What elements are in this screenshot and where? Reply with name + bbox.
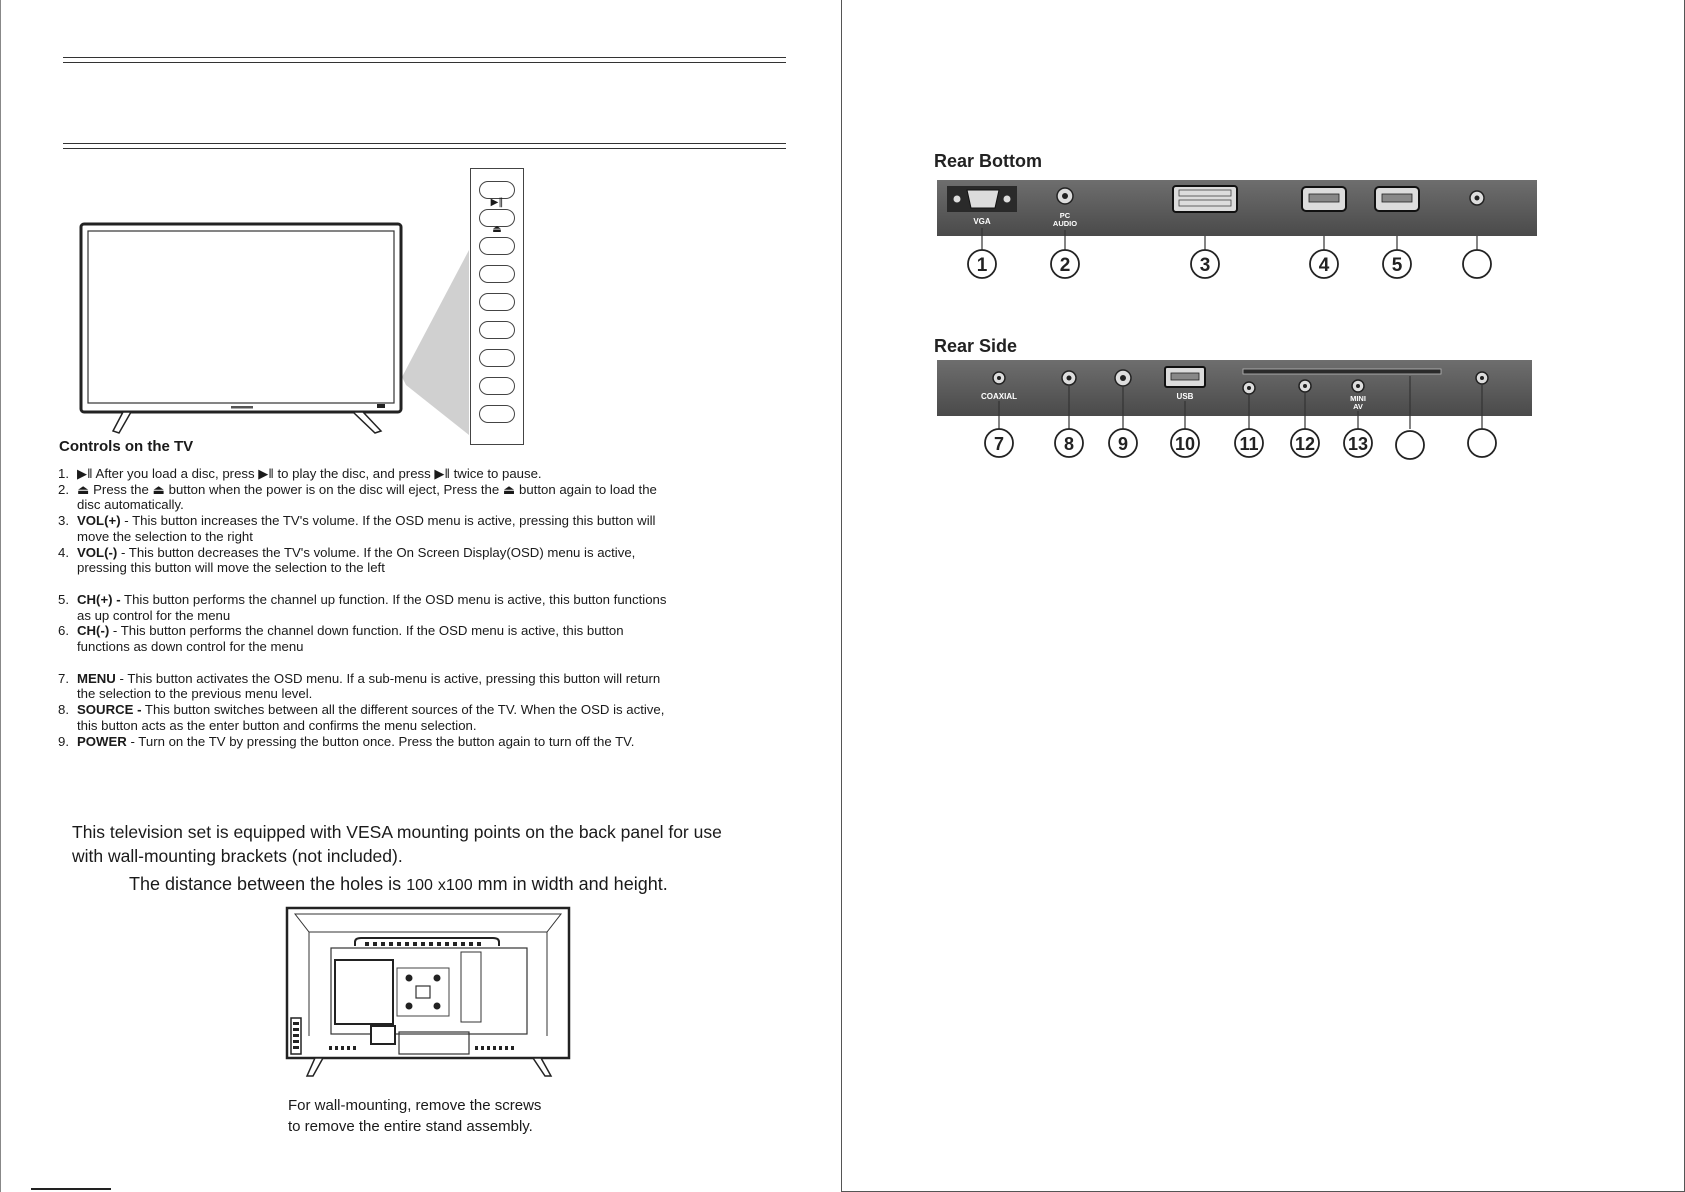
callout-4: 4 (1318, 255, 1330, 276)
callout-11: 11 (1239, 434, 1259, 454)
pc-audio-label-1: PC (1059, 211, 1071, 220)
coaxial-label: COAXIAL (981, 392, 1017, 401)
control-button-6 (479, 321, 515, 339)
eject-icon: ⏏ (77, 481, 90, 497)
list-item: 5. CH(+) - This button performs the channel up function. If the OSD menu is active, this button functions as up control for the menu (58, 591, 667, 623)
control-button-7 (479, 349, 515, 367)
callout-5: 5 (1391, 255, 1403, 276)
callout-13: 13 (1347, 434, 1369, 454)
mini-av-label-2: AV (1353, 402, 1363, 411)
eject-icon: ⏏ (492, 224, 502, 235)
callout-12: 12 (1294, 434, 1316, 454)
callout-3: 3 (1199, 255, 1211, 276)
vesa-paragraph: This television set is equipped with VESA mounting points on the back panel for use with wall-mounting brackets (not included). (72, 822, 722, 866)
callout-1: 1 (976, 255, 988, 276)
control-button-8 (479, 377, 515, 395)
rear-side-panel (937, 357, 1577, 463)
list-item: 3. VOL(+) - This button increases the TV's volume. If the OSD menu is active, pressing this button will move the selection to the right (58, 513, 656, 544)
rear-side-title: Rear Side (934, 336, 1018, 356)
right-page (841, 0, 1685, 1192)
callout-8: 8 (1063, 434, 1075, 454)
list-item: 4. VOL(-) - This button decreases the TV's volume. If the On Screen Display(OSD) menu is active, pressing this button will move the selection to the left (58, 544, 636, 576)
list-item: 1. ▶‖ After you load a disc, press ▶‖ to play the disc, and press ▶‖ twice to pause. (58, 466, 542, 481)
card-slot (1243, 369, 1441, 374)
rear-bottom-panel (937, 178, 1567, 284)
wall-mount-caption: For wall-mounting, remove the screws to remove the entire stand assembly. (288, 1097, 542, 1135)
port-strip (937, 360, 1532, 416)
list-item: 2. ⏏ Press the ⏏ button when the power is on the disc will eject, Press the ⏏ button again to load the disc automatically. (58, 481, 657, 513)
control-button-5 (479, 293, 515, 311)
control-button-4 (479, 265, 515, 283)
control-button-9 (479, 405, 515, 423)
tv-back-illustration (285, 906, 571, 1078)
list-item: 6. CH(-) - This button performs the channel down function. If the OSD menu is active, this button functions as down control for the menu (58, 623, 624, 655)
controls-heading: Controls on the TV (59, 438, 194, 455)
callout-7: 7 (993, 434, 1005, 454)
list-item: 8. SOURCE - This button switches between all the different sources of the TV. When the OSD is active, this button acts as the enter button and confirms the menu selection. (58, 702, 665, 733)
callout-2: 2 (1059, 255, 1071, 276)
play-pause-icon: ▶‖ (77, 466, 93, 481)
tv-front-illustration (71, 165, 531, 435)
left-page (0, 0, 842, 1192)
vesa-distance: The distance between the holes is 100 x100 mm in width and height. (129, 874, 668, 894)
list-item: 7. MENU - This button activates the OSD menu. If a sub-menu is active, pressing this button will return the selection to the previous menu level. (58, 670, 661, 702)
side-control-strip (470, 168, 524, 445)
play-pause-icon: ▶‖ (490, 197, 504, 208)
callout-9: 9 (1117, 434, 1129, 454)
pc-audio-label-2: AUDIO (1052, 219, 1078, 228)
usb-label: USB (1176, 392, 1194, 401)
header-rule-top (63, 57, 786, 63)
vga-label: VGA (973, 217, 991, 226)
page-corner-mark (31, 1188, 111, 1190)
mini-av-label-1: MINI (1350, 394, 1366, 403)
list-item: 9. POWER - Turn on the TV by pressing the button once. Press the button again to turn off the TV. (58, 733, 635, 749)
rear-bottom-title: Rear Bottom (934, 151, 1043, 171)
header-rule-bottom (63, 143, 786, 149)
control-button-3 (479, 237, 515, 255)
callout-10: 10 (1174, 434, 1196, 454)
controls-list (58, 466, 798, 749)
